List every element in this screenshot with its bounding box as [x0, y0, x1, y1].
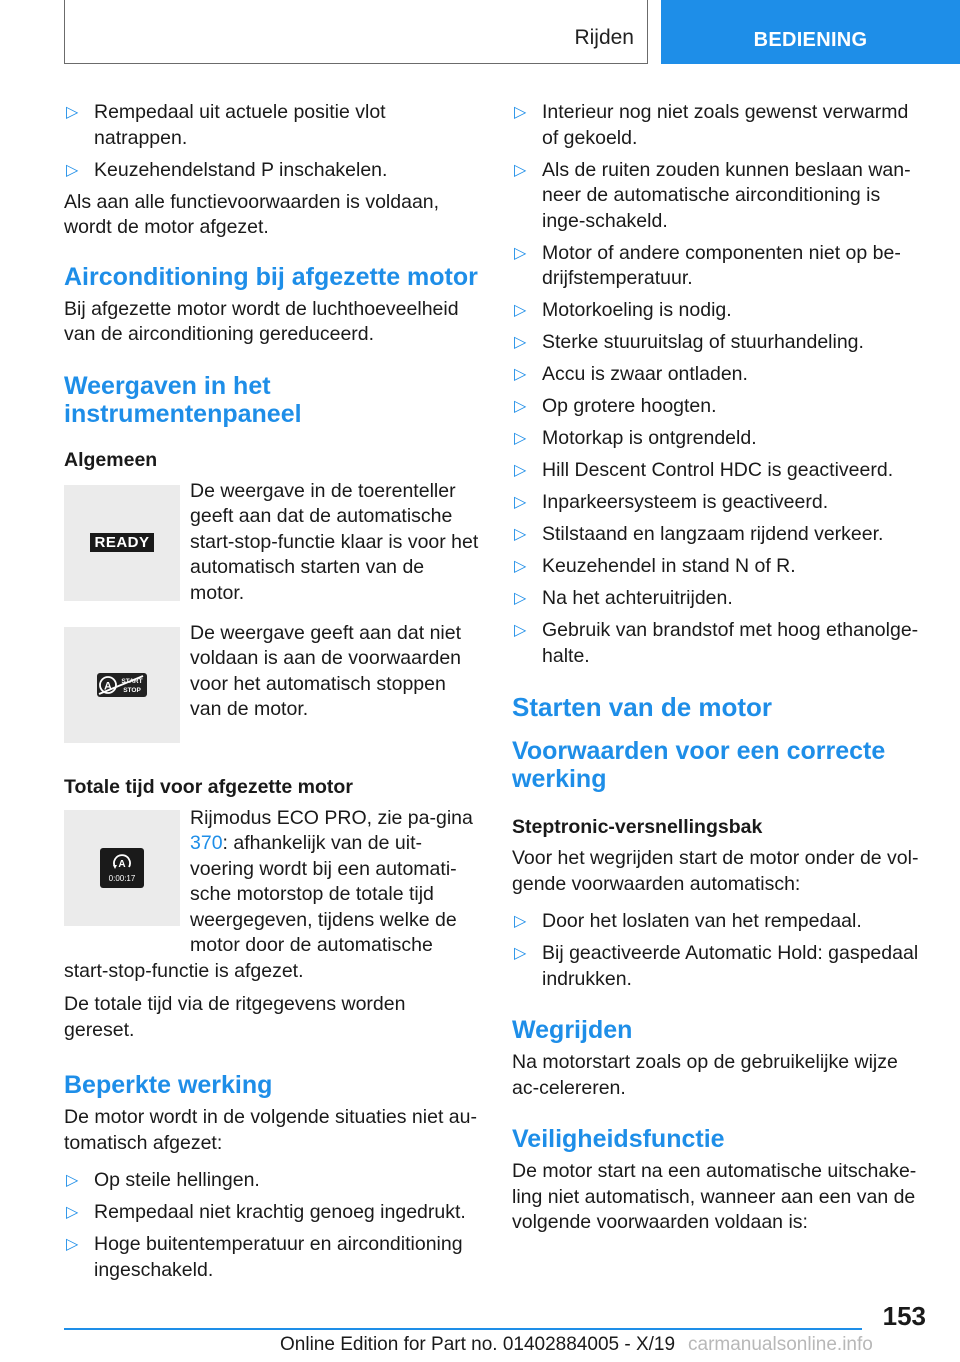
start-stop-crossed-icon: [96, 672, 148, 698]
triangle-bullet-icon: ▷: [514, 334, 527, 351]
triangle-bullet-icon: ▷: [514, 104, 527, 121]
list-item: ▷ Inparkeersysteem is geactiveerd.: [512, 490, 924, 516]
left-column: [64, 100, 480, 1290]
paragraph-safety: De motor start na een automatische uitschake-ling niet automatisch, wanneer aan een van de volgende voorwaarden voldaan is:: [512, 1160, 917, 1233]
paragraph-aircon: Bij afgezette motor wordt de luchthoeveelheid van de airconditioning gereduceerd.: [64, 297, 459, 345]
header-box: [64, 0, 648, 64]
footer-watermark: carmanualsonline.info: [688, 1334, 873, 1355]
list-item: ▷ Keuzehendelstand P inschakelen.: [64, 158, 480, 184]
list-item: ▷ Na het achteruitrijden.: [512, 586, 924, 612]
footer-divider: [64, 1328, 862, 1330]
header-chapter-tab: [661, 0, 960, 64]
list-item: ▷ Op grotere hoogten.: [512, 394, 924, 420]
triangle-bullet-icon: ▷: [66, 1236, 79, 1253]
triangle-bullet-icon: ▷: [514, 622, 527, 639]
triangle-bullet-icon: ▷: [66, 1204, 79, 1221]
triangle-bullet-icon: ▷: [514, 430, 527, 447]
triangle-bullet-icon: ▷: [514, 244, 527, 262]
list-item: ▷ Accu is zwaar ontladen.: [512, 362, 924, 388]
figure-block-start-stop: [64, 621, 480, 753]
triangle-bullet-icon: ▷: [66, 161, 79, 179]
list-item: ▷ Hoge buitentemperatuur en airconditioning ingeschakeld.: [66, 1233, 463, 1281]
list-item: ▷ Interieur nog niet zoals gewenst verwarmd of gekoeld.: [514, 101, 909, 149]
triangle-bullet-icon: ▷: [514, 366, 527, 383]
list-item: ▷ Door het loslaten van het rempedaal.: [512, 909, 924, 935]
paragraph-limited: De motor wordt in de volgende situaties niet au-tomatisch afgezet:: [64, 1106, 477, 1154]
list-item: ▷ Hill Descent Control HDC is geactiveerd.: [512, 458, 924, 484]
heading-steptronic: Steptronic-versnellingsbak: [512, 816, 763, 838]
list-item: ▷ Sterke stuuruitslag of stuurhandeling.: [512, 330, 924, 356]
auto-start-stop-icon: [111, 852, 133, 874]
triangle-bullet-icon: ▷: [514, 558, 527, 575]
list-item: ▷ Motorkoeling is nodig.: [512, 298, 924, 324]
list-item: ▷ Motor of andere componenten niet op be-drijfstemperatuur.: [514, 241, 901, 289]
heading-conditions: Voorwaarden voor een correcte werking: [512, 737, 886, 793]
ready-icon: READY: [90, 533, 153, 552]
triangle-bullet-icon: ▷: [514, 526, 527, 543]
list-item: ▷ Gebruik van brandstof met hoog ethanolge-halte.: [514, 619, 919, 667]
bullet-list-stop-steps: [64, 100, 480, 183]
figure-text-ready: De weergave in de toerenteller geeft aan dat de automatische start-stop-functie klaar is voor het automatisch starten van de motor.: [190, 479, 479, 604]
triangle-bullet-icon: ▷: [514, 462, 527, 479]
heading-total-time: Totale tijd voor afgezette motor: [64, 775, 353, 798]
triangle-bullet-icon: ▷: [514, 913, 527, 930]
bullet-list-limited-continued: [512, 100, 924, 669]
triangle-bullet-icon: ▷: [514, 590, 527, 607]
list-item: ▷ Stilstaand en langzaam rijdend verkeer.: [512, 522, 924, 548]
svg-text:STOP: STOP: [123, 686, 141, 694]
footer-edition: Online Edition for Part no. 01402884005 - X/19: [280, 1334, 676, 1355]
list-item: ▷ Rempedaal niet krachtig genoeg ingedrukt.: [64, 1200, 480, 1226]
page-number: 153: [882, 1301, 926, 1331]
list-item: ▷ Bij geactiveerde Automatic Hold: gaspedaal indrukken.: [514, 942, 919, 990]
figure-block-ready: [64, 479, 480, 611]
header-section-title: Rijden: [574, 26, 634, 49]
heading-drive-off: Wegrijden: [512, 1016, 633, 1044]
heading-start-engine: Starten van de motor: [512, 692, 773, 722]
triangle-bullet-icon: ▷: [514, 161, 527, 179]
heading-general: Algemeen: [64, 448, 158, 471]
svg-text:A: A: [104, 680, 112, 692]
triangle-bullet-icon: ▷: [514, 494, 527, 511]
figure-block-total-time: [64, 806, 480, 985]
paragraph-reset: De totale tijd via de ritgegevens worden gereset.: [64, 993, 406, 1041]
start-stop-unavailable-image: [64, 627, 180, 743]
list-item: ▷ Op steile hellingen.: [64, 1168, 480, 1194]
timer-display: A 0:00:17: [100, 848, 144, 888]
triangle-bullet-icon: ▷: [514, 398, 527, 415]
ready-indicator-image: [64, 485, 180, 601]
figure-text-start-stop: De weergave geeft aan dat niet voldaan is aan de voorwaarden voor het automatisch stoppen van de motor.: [190, 621, 462, 720]
paragraph-drive-off: Na motorstart zoals op de gebruikelijke wijze ac-celereren.: [512, 1051, 898, 1099]
bullet-list-limited: [64, 1168, 480, 1283]
triangle-bullet-icon: ▷: [514, 302, 527, 319]
triangle-bullet-icon: ▷: [514, 945, 527, 962]
list-item: ▷ Keuzehendel in stand N of R.: [512, 554, 924, 580]
svg-text:A: A: [118, 859, 126, 870]
list-item: ▷ Rempedaal uit actuele positie vlot natrappen.: [66, 101, 386, 149]
paragraph-conditions: Als aan alle functievoorwaarden is voldaan, wordt de motor afgezet.: [64, 190, 440, 238]
paragraph-steptronic: Voor het wegrijden start de motor onder de vol-gende voorwaarden automatisch:: [512, 847, 919, 895]
list-item: ▷ Als de ruiten zouden kunnen beslaan wan-neer de automatische airconditioning is inge-schakeld.: [514, 158, 911, 232]
triangle-bullet-icon: ▷: [66, 104, 79, 121]
total-time-display-image: [64, 810, 180, 926]
heading-safety: Veiligheidsfunctie: [512, 1125, 725, 1153]
bullet-list-steptronic: [512, 909, 924, 992]
right-column: [512, 100, 924, 1244]
triangle-bullet-icon: ▷: [66, 1172, 79, 1189]
heading-aircon: Airconditioning bij afgezette motor: [64, 262, 478, 291]
figure-text-total-time: Rijmodus ECO PRO, zie pa-gina 370: afhankelijk van de uit-voering wordt bij een automati-sche motorstop de totale tijd weergegeven, tijdens welke de motor door de automatische start-stop-functie is afgezet.: [64, 806, 473, 982]
page-link-370[interactable]: 370: [190, 832, 223, 854]
heading-displays: Weergaven in het instrumentenpaneel: [64, 371, 302, 428]
header-chapter-label: BEDIENING: [753, 28, 868, 51]
svg-text:START: START: [121, 677, 143, 685]
heading-limited: Beperkte werking: [64, 1071, 273, 1099]
list-item: ▷ Motorkap is ontgrendeld.: [512, 426, 924, 452]
